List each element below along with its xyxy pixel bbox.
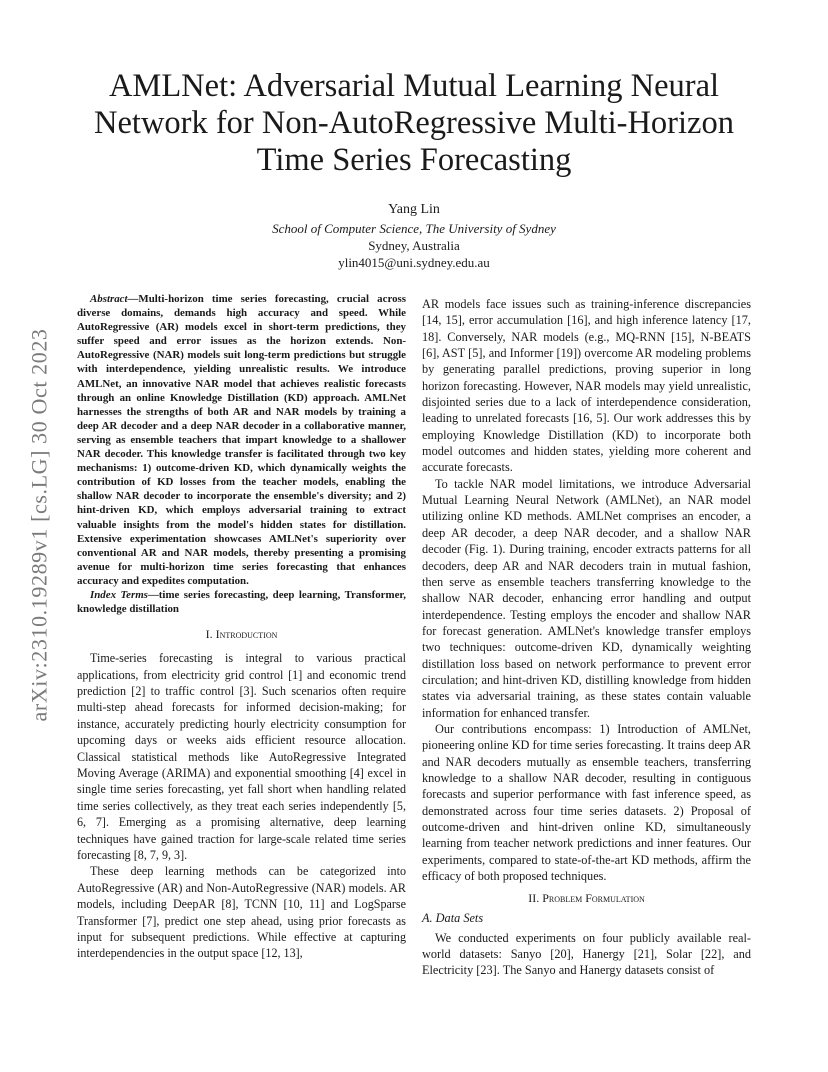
abstract — [77, 292, 406, 588]
intro-paragraph-1: Time-series forecasting is integral to various practical applications, from electricity grid control [1] and economic trend prediction [2] to traffic control [3]. Such scenarios often require multi-step ahead forecasts for informed decision-making; for instance, accurately predicting hourly electricity consumption for upcoming days or weeks aids efficient resource allocation. Classical statistical methods like AutoRegressive Integrated Moving Average (ARIMA) and exponential smoothing [4] excel in single time series forecasting, yet fall short when handling related time series collectively, as they treat each series independently [5, 6, 7]. Emerging as a promising alternative, deep learning techniques have gained traction for large-scale related time series forecasting [8, 7, 9, 3]. — [77, 651, 406, 863]
data-sets-paragraph: We conducted experiments on four publicly available real-world datasets: Sanyo [20], Hanergy [21], Solar [22], and Electricity [23]. The Sanyo and Hanergy datasets consist of — [422, 930, 751, 978]
arxiv-stamp — [10, 290, 70, 760]
arxiv-stamp-text: arXiv:2310.19289v1 [cs.LG] 30 Oct 2023 — [27, 328, 53, 722]
right-paragraph-3: Our contributions encompass: 1) Introduction of AMLNet, pioneering online KD for time series forecasting. It trains deep AR and NAR decoders mutually as ensemble teachers, transferring knowledge to a shallow NAR decoder, resulting in contiguous forecasts and superior performance with fast inference speed, as demonstrated across four time series datasets. 2) Proposal of outcome-driven and hint-driven online KD, simultaneously learning from teacher network predictions and inner features. Our experiments, compared to state-of-the-art KD methods, affirm the efficacy of both proposed techniques. — [422, 721, 751, 884]
intro-paragraph-2: These deep learning methods can be categorized into AutoRegressive (AR) and Non-AutoRegressive (NAR) models. AR models, including DeepAR [8], TCNN [10, 11] and LogSparse Transformer [7], predict one step ahead, using prior forecasts as input for subsequent predictions. While effective at capturing interdependencies in the output space [12, 13], — [77, 864, 406, 961]
abstract-text: —Multi-horizon time series forecasting, crucial across diverse domains, demands high accuracy and speed. While AutoRegressive (AR) models excel in short-term predictions, they suffer speed and error issues as the horizon extends. Non-AutoRegressive (NAR) models suit long-term predictions but struggle with interdependence, yielding unrealistic results. We introduce AMLNet, an innovative NAR model that achieves realistic forecasts through an online Knowledge Distillation (KD) approach. AMLNet harnesses the strengths of both AR and NAR models by training a deep AR decoder and a deep NAR decoder in a collaborative manner, serving as ensemble teachers that impart knowledge to a shallower NAR decoder. This knowledge transfer is facilitated through two key mechanisms: 1) outcome-driven KD, which dynamically weights the contribution of KD losses from the teacher models, enabling the shallow NAR decoder to incorporate the ensemble's diversity; and 2) hint-driven KD, which employs adversarial training to extract valuable insights from the model's hidden states for distillation. Extensive experimentation showcases AMLNet's superiority over conventional AR and NAR models, thereby presenting a promising avenue for multi-horizon time series forecasting that enhances accuracy and expedites computation. — [77, 293, 406, 587]
right-column — [422, 296, 751, 979]
subsection-heading-data-sets: A. Data Sets — [422, 911, 484, 926]
author-email: ylin4015@uni.sydney.edu.au — [338, 255, 490, 270]
author-block — [80, 201, 748, 271]
index-terms — [77, 588, 406, 616]
author-location: Sydney, Australia — [368, 238, 460, 253]
abstract-label: Abstract — [90, 293, 128, 305]
left-column — [77, 292, 406, 962]
author-name: Yang Lin — [388, 202, 440, 217]
paper-title: AMLNet: Adversarial Mutual Learning Neural Network for Non-AutoRegressive Multi-Horizon Time Series Forecasting — [94, 68, 734, 178]
right-paragraph-2: To tackle NAR model limitations, we introduce Adversarial Mutual Learning Neural Network (AMLNet), an NAR model utilizing online KD methods. AMLNet comprises an encoder, a deep AR decoder, a deep NAR decoder, and a shallow NAR decoder (Fig. 1). During training, encoder extracts patterns for all decoders, deep AR and NAR decoders train in mutual fashion, then serve as ensemble teachers transferring knowledge to the shallow NAR decoder, enhancing error handling and output interdependence. Testing employs the encoder and shallow NAR for forecast generation. AMLNet's knowledge transfer employs two techniques: outcome-driven KD, dynamically weighting distillation loss based on network performance to prevent error circulation; and hint-driven KD, distilling knowledge from hidden states via adversarial training, as these states contain valuable information for enhanced transfer. — [422, 476, 751, 720]
section-heading-problem-formulation: II. Problem Formulation — [528, 891, 645, 906]
author-affiliation: School of Computer Science, The University of Sydney — [272, 221, 556, 236]
section-heading-introduction: I. Introduction — [205, 627, 278, 642]
index-terms-label: Index Terms — [90, 588, 148, 601]
right-paragraph-1: AR models face issues such as training-inference discrepancies [14, 15], error accumulation [16], and high inference latency [17, 18]. Conversely, NAR models (e.g., MQ-RNN [15], N-BEATS [6], AST [5], and Informer [19]) overcome AR modeling problems by generating parallel predictions, proving superior in long horizon forecasting. However, NAR models may yield unrealistic, disjointed series due to a lack of interdependence consideration, leading to unrelated forecasts [16, 5]. Our work addresses this by employing Knowledge Distillation (KD) to incorporate both model outcomes and hidden states, yielding more coherent and accurate forecasts. — [422, 297, 751, 475]
index-terms-text: —time series forecasting, deep learning, Transformer, knowledge distillation — [77, 588, 406, 616]
